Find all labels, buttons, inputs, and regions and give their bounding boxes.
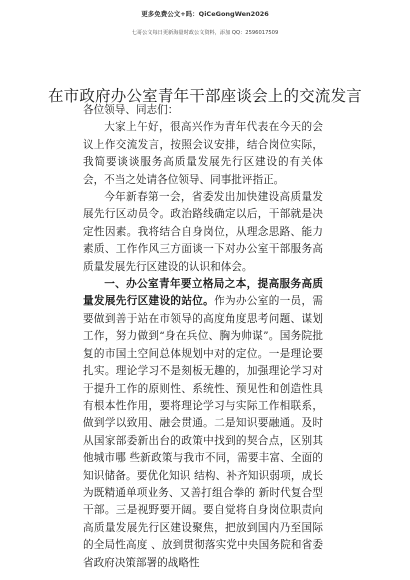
section-1-heading: 一、办公室青年要立格局之本，提高服务高质量发展先行区建设的站位。 xyxy=(83,278,323,308)
header-promo-line: 更多免费公文+吗：QiCeGongWen2026 xyxy=(141,10,269,18)
section-1 xyxy=(83,276,323,572)
paragraph-2: 今年新春第一会，省委发出加快建设高质量发展先行区动员令。政治路线确定以后，干部就是决定性因素。我将结合自身岗位，从理念思路、能力素质、工作作风三方面谈一下对办公室干部服务高质量发展先行区建设的认识和体会。 xyxy=(83,191,323,273)
header-contact-line: 七哥公文每日更新海量时政公文资料，添加 QQ：2596017509 xyxy=(131,30,279,36)
salutation: 各位领导、同志们： xyxy=(83,104,179,116)
document-title: 在市政府办公室青年干部座谈会上的交流发言 xyxy=(47,87,362,105)
section-1-text: 作为办公室的一员，需要做到善于站在市领导的高度角度思考问题、谋划工作，努力做到“身在兵位、胸为帅谋”。国务院批复的市国土空间总体规划中对的定位。一是理论要扎实。理论学习不是刻板无趣的，加强理论学习对于提升工作的原则性、系统性、预见性和创造性具有根本性作用，要将理论学习与实际工作相联系，做到学以致用、融会贯通。二是知识要融通。及时从国家部委新出台的政策中找到的契合点，区别其他城市哪 些新政策与我市不同，需要丰富、全面的知识储备。要优化知识 结构、补齐知识弱项，成长为既精通单项业务、又善打组合拳的 新时代复合型干部。三是视野要开阔。要自觉将自身岗位职责向 高质量发展先行区建设聚焦，把放到国内乃至国际的全局性高度 、放到贯彻落实党中央国务院和省委省政府决策部署的战略性 xyxy=(83,295,324,569)
paragraph-1: 大家上午好，很高兴作为青年代表在今天的会议上作交流发言，按照会议安排，结合岗位实际，我简要谈谈服务高质量发展先行区建设的有关体会，不当之处请各位领导、同事批评指正。 xyxy=(83,121,323,186)
document-body xyxy=(83,102,323,572)
